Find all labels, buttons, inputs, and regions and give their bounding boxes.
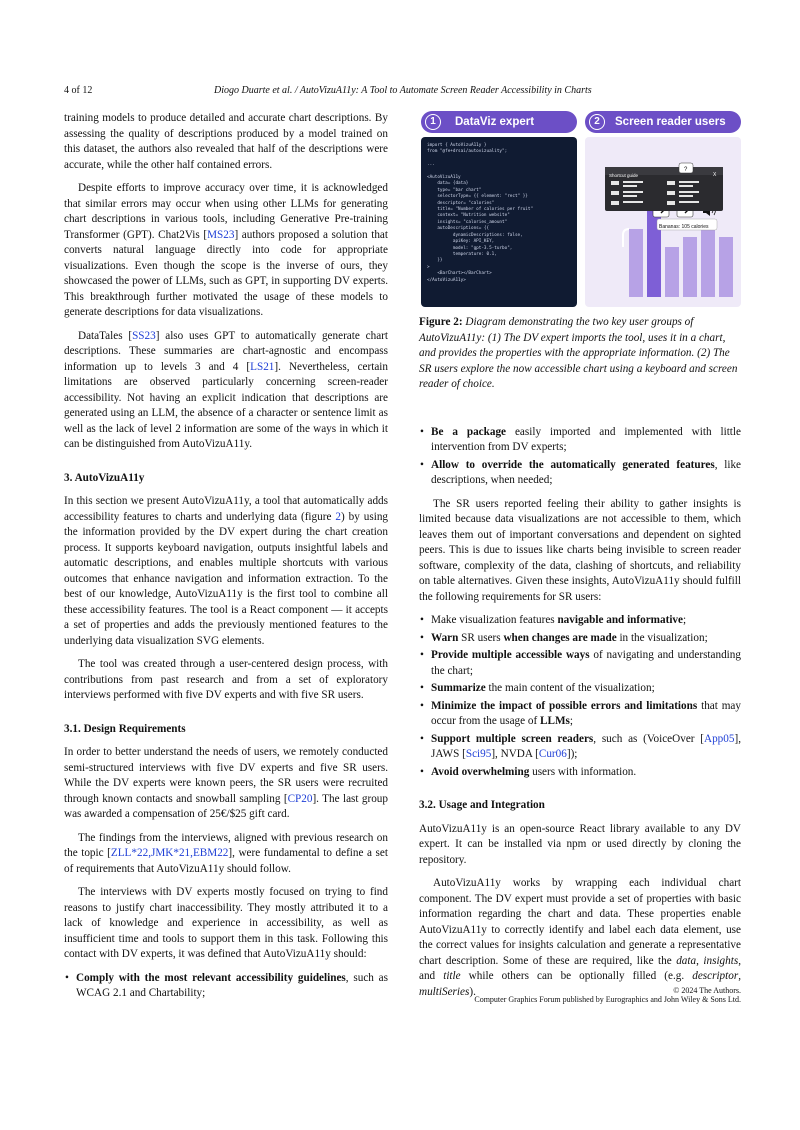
code-line: <BarChart></BarChart> xyxy=(427,271,492,277)
citation-link[interactable]: SS23 xyxy=(132,329,156,342)
code-line: import { AutoVizuA11y } xyxy=(427,143,487,148)
requirements-list-continued xyxy=(419,425,741,489)
help-key-label: ? xyxy=(684,167,688,173)
code-line: type= "bar chart" xyxy=(427,187,482,193)
paragraph: The SR users reported feeling their ability to gather insights is limited because data visualizations are not accessible to them, which leaves them out of important conversations and dependent on sighted peers. This is due to issues like charts being invisible to screen reader software, complexity of the data, clashing of shortcuts, and reliability on table alternatives. Given these insights, AutoVizuA11y should fulfill the following requirements for SR users: xyxy=(419,497,741,603)
step-number: 1 xyxy=(425,114,441,130)
figure-link[interactable]: 2 xyxy=(335,510,341,523)
copyright: © 2024 The Authors. xyxy=(673,986,741,995)
section-heading: 3. AutoVizuA11y xyxy=(64,471,145,484)
dataviz-expert-panel xyxy=(421,111,577,307)
publisher-line: Computer Graphics Forum published by Eurographics and John Wiley & Sons Ltd. xyxy=(474,995,741,1004)
code-line: model: "gpt-3.5-turbo", xyxy=(427,245,513,251)
code-line: insights= "calories_amount" xyxy=(427,219,508,225)
code-line: <AutoVizuA11y xyxy=(427,175,461,181)
subsection-heading: 3.1. Design Requirements xyxy=(64,722,186,735)
code-line: </AutoVizuA11y> xyxy=(427,277,466,283)
code-line: }} xyxy=(427,258,443,264)
code-line: from "@fe+drsai/autovizuality"; xyxy=(427,149,508,155)
list-item: • Summarize the main content of the visualization; xyxy=(419,681,741,697)
citation-link[interactable]: JMK*21 xyxy=(150,847,191,859)
code-line: dynamicDescriptions: false, xyxy=(427,232,523,238)
citation-link[interactable]: MS23 xyxy=(207,228,235,241)
code-line: selectorType= {{ element: "rect" }} xyxy=(427,194,528,200)
close-icon[interactable]: X xyxy=(713,172,717,178)
screen-reader-panel xyxy=(585,111,741,307)
figure-caption xyxy=(419,315,741,393)
list-item: • Comply with the most relevant accessibility guidelines, such as WCAG 2.1 and Chartability; xyxy=(64,971,388,1002)
tooltip-text: Bananas: 105 calories xyxy=(659,224,709,230)
code-line: title= "Number of calories per fruit" xyxy=(427,207,534,213)
citation-link[interactable]: ZLL*22 xyxy=(110,847,149,859)
paragraph: AutoVizuA11y works by wrapping each individual chart component. The DV expert must provide a set of properties with basic information regarding the chart and data. These properties enable AutoVizuA11y to correctly identify and label each data element, use the correct values for insights calculation and generate a representative chart description. Some of these are required, like the data, insights, and title while others can be optionally filled (e.g. descriptor, multiSeries). xyxy=(419,877,742,998)
sr-requirements-list xyxy=(419,613,741,780)
code-line: > xyxy=(427,264,430,270)
panel-label: Screen reader users xyxy=(615,116,726,128)
screen-reader-illustration xyxy=(585,137,741,307)
list-item: • Support multiple screen readers, such as (VoiceOver [App05], JAWS [Sci95], NVDA [Cur06]); xyxy=(419,732,741,763)
chart-bar xyxy=(719,237,733,297)
paragraph: AutoVizuA11y is an open-source React library available to any DV expert. It can be installed via npm or used directly by cloning the repository. xyxy=(419,822,741,866)
code-line: apiKey: API_KEY, xyxy=(427,239,495,245)
list-item: • Avoid overwhelming users with information. xyxy=(419,765,741,781)
footer xyxy=(419,986,741,1004)
paragraph: The tool was created through a user-centered design process, with contributions from past research and from a set of exploratory interviews performed with five DV experts and with five SR users. xyxy=(64,658,388,701)
shortcut-guide-title: Shortcut guide xyxy=(609,173,639,178)
list-item: • Make visualization features navigable and informative; xyxy=(419,613,741,629)
citation-link[interactable]: CP20 xyxy=(287,792,313,805)
paragraph: In this section we present AutoVizuA11y, a tool that automatically adds accessibility features to charts and underlying data (figure 2) by using the information provided by the DV expert during the chart creation process. It supports keyboard navigation, outputs insightful labels and automatic descriptions, and enables multiple shortcuts with various outcomes that enhance navigation and information extraction. To the best of our knowledge, AutoVizuA11y is the first tool to combine all these accessibility features. The tool is a React component — it accepts a set of properties and adds the previously mentioned features to the underlying data visualization SVG elements. xyxy=(64,495,389,647)
list-item: • Allow to override the automatically generated features, like descriptions, when needed; xyxy=(419,458,741,489)
paragraph: The interviews with DV experts mostly focused on trying to find reasons to justify chart inaccessibility. They mostly attributed it to a lack of knowledge and experience in accessibility, as well as insufficient time and tools to support them in this task. Following this contact with DV experts, it was defined that AutoVizuA11y should: xyxy=(64,886,388,960)
figure-label: Figure 2: xyxy=(419,316,463,328)
code-line: context= "Nutrition website" xyxy=(427,213,510,219)
requirements-list xyxy=(64,971,388,1002)
paragraph: training models to produce detailed and accurate chart descriptions. By assessing the quality of descriptions produced by a model trained on this dataset, the authors also revealed that half of the descriptions were accurate, while the other half contained errors. xyxy=(64,112,388,171)
citation-link[interactable]: LS21 xyxy=(250,360,275,373)
paragraph: DataTales [SS23] also uses GPT to automatically generate chart descriptions. These summaries are chart-agnostic and encompass information up to levels 3 and 4 [LS21]. Nevertheless, certain limitations are observed particularly concerning screen-reader accessibility. Not having an explicit indication that descriptions are generated using an LLM, the absence of a character or sentence limit as well as the lack of level 2 information are some of the ways in which it can be distinguished from AutoVizuA11y. xyxy=(64,329,388,450)
chart-bar xyxy=(629,229,643,297)
list-item: • Minimize the impact of possible errors and limitations that may occur from the usage of LLMs; xyxy=(419,699,741,730)
chart-bar xyxy=(701,225,715,297)
running-title: Diogo Duarte et al. / AutoVizuA11y: A Tool to Automate Screen Reader Accessibility in Charts xyxy=(214,85,592,96)
citation-link[interactable]: App05 xyxy=(704,732,735,745)
paragraph: In order to better understand the needs of users, we remotely conducted semi-structured interviews with five DV experts and five SR users. While the DV experts were known peers, the SR users were recruited through known contacts and snowball sampling [CP20]. The last group was awarded a compensation of 25€/$25 gift card. xyxy=(64,746,388,820)
citation-link[interactable]: EBM22 xyxy=(192,847,229,859)
right-column xyxy=(419,111,741,1008)
list-item: • Warn SR users when changes are made in the visualization; xyxy=(419,631,741,647)
dataviz-expert-header xyxy=(421,111,577,133)
code-line: temperature: 0.1, xyxy=(427,251,497,257)
chart-bar xyxy=(665,247,679,297)
code-line: data= {data} xyxy=(427,181,469,187)
caption-text: Diagram demonstrating the two key user groups of AutoVizuA11y: (1) The DV expert imports the tool, uses it in a chart, and provides the properties with the appropriate information. (2) The SR users explore the now accessible chart using a keyboard and screen reader of choice. xyxy=(419,316,738,390)
code-line: ... xyxy=(427,162,435,168)
figure-2 xyxy=(419,111,741,307)
panel-label: DataViz expert xyxy=(455,116,535,128)
screen-reader-header xyxy=(585,111,741,133)
list-item: • Be a package easily imported and implemented with little intervention from DV experts; xyxy=(419,425,741,456)
code-snippet xyxy=(421,137,577,307)
subsection-heading: 3.2. Usage and Integration xyxy=(419,799,545,811)
page-number: 4 of 12 xyxy=(64,85,93,96)
paragraph: The findings from the interviews, aligned with previous research on the topic [ZLL*22,JMK*21,EBM22], were fundamental to define a set of requirements that AutoVizuA11y should follow. xyxy=(64,831,388,875)
paragraph: Despite efforts to improve accuracy over time, it is acknowledged that similar errors may occur when using other LLMs for generating chart descriptions in various tools, including Generative Pre-training Transformer (GPT). Chat2Vis [MS23] authors proposed a solution that converts natural language directly into code for appropriate visualizations. Even though the scope is the inverse of ours, they showcased the power of LLMs, such as GPT, in supporting DV experts. This breakthrough further motivated the usage of these models to generate descriptions for data visualizations. xyxy=(64,182,389,318)
list-item: • Provide multiple accessible ways of navigating and understanding the chart; xyxy=(419,648,741,679)
step-number: 2 xyxy=(589,114,605,130)
citation-link[interactable]: Cur06 xyxy=(538,748,567,760)
code-line: autoDescriptions= {{ xyxy=(427,226,490,232)
citation-link[interactable]: Sci95 xyxy=(465,748,492,760)
code-line: descriptor= "calories" xyxy=(427,200,495,206)
connector-line xyxy=(623,229,629,247)
left-column xyxy=(64,111,388,1010)
chart-bar xyxy=(683,237,697,297)
